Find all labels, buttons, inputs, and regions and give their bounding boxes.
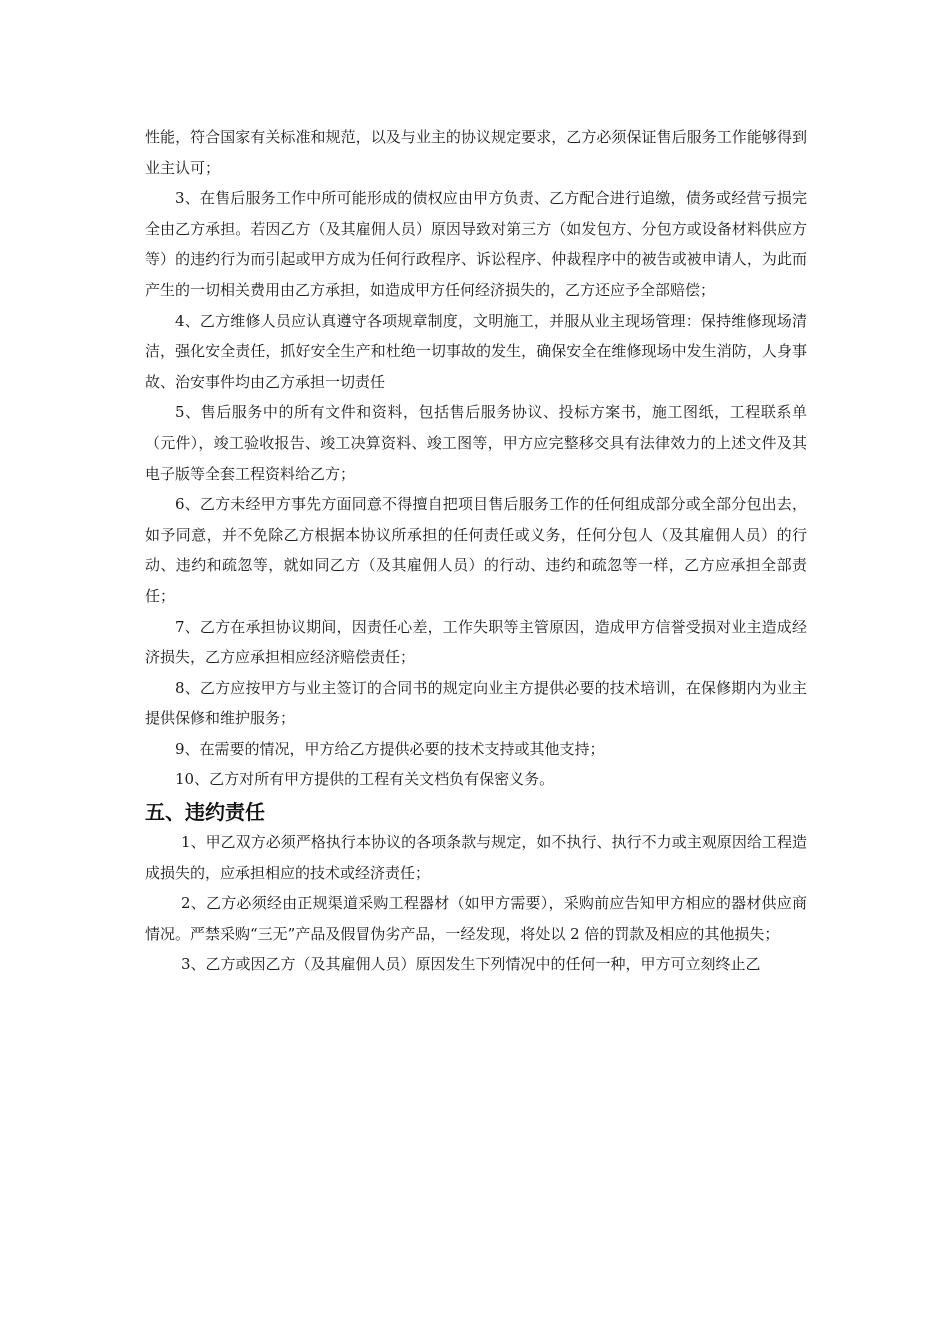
paragraph-breach-3: 3、乙方或因乙方（及其雇佣人员）原因发生下列情况中的任何一种，甲方可立刻终止乙 [181,955,761,974]
paragraph-item-8: 8、乙方应按甲方与业主签订的合同书的规定向业主方提供必要的技术培训，在保修期内为业主提供保修和维护服务； [145,678,807,728]
paragraph-item-9: 9、在需要的情况，甲方给乙方提供必要的技术支持或其他支持； [175,739,605,758]
paragraph-item-6: 6、乙方未经甲方事先方面同意不得擅自把项目售后服务工作的任何组成部分或全部分包出去，如予同意，并不免除乙方根据本协议所承担的任何责任或义务，任何分包人（及其雇佣人员）的行动、违约和疏忽等，就如同乙方（及其雇佣人员）的行动、违约和疏忽等一样，乙方应承担全部责任； [145,495,807,605]
paragraph-item-10: 10、乙方对所有甲方提供的工程有关文档负有保密义务。 [175,770,555,789]
paragraph-breach-2: 2、乙方必须经由正规渠道采购工程器材（如甲方需要），采购前应告知甲方相应的器材供应商情况。严禁采购“三无”产品及假冒伪劣产品，一经发现，将处以 2 倍的罚款及相应的其他损失； [145,894,807,943]
paragraph-item-3: 3、在售后服务工作中所可能形成的债权应由甲方负责、乙方配合进行追缴，债务或经营亏损完全由乙方承担。若因乙方（及其雇佣人员）原因导致对第三方（如发包方、分包方或设备材料供应方等）的违约行为而引起或甲方成为任何行政程序、诉讼程序、仲裁程序中的被告或被申请人，为此而产生的一切相关费用由乙方承担，如造成甲方任何经济损失的，乙方还应予全部赔偿； [145,189,807,299]
document-body [145,122,807,980]
paragraph-item-7: 7、乙方在承担协议期间，因责任心差，工作失职等主管原因，造成甲方信誉受损对业主造成经济损失，乙方应承担相应经济赔偿责任； [145,617,807,667]
paragraph-item-4: 4、乙方维修人员应认真遵守各项规章制度，文明施工，并服从业主现场管理：保持维修现场清洁，强化安全责任，抓好安全生产和杜绝一切事故的发生，确保安全在维修现场中发生消防，人身事故、治安事件均由乙方承担一切责任 [145,311,807,391]
paragraph-breach-1: 1、甲乙双方必须严格执行本协议的各项条款与规定，如不执行、执行不力或主观原因给工程造成损失的，应承担相应的技术或经济责任； [145,833,807,882]
section-heading: 五、违约责任 [145,800,265,825]
paragraph-item-5: 5、售后服务中的所有文件和资料，包括售后服务协议、投标方案书，施工图纸，工程联系单（元件），竣工验收报告、竣工决算资料、竣工图等，甲方应完整移交具有法律效力的上述文件及其电子版等全套工程资料给乙方； [145,403,807,483]
paragraph-continuation: 性能，符合国家有关标准和规范，以及与业主的协议规定要求，乙方必须保证售后服务工作能够得到业主认可； [145,128,807,177]
